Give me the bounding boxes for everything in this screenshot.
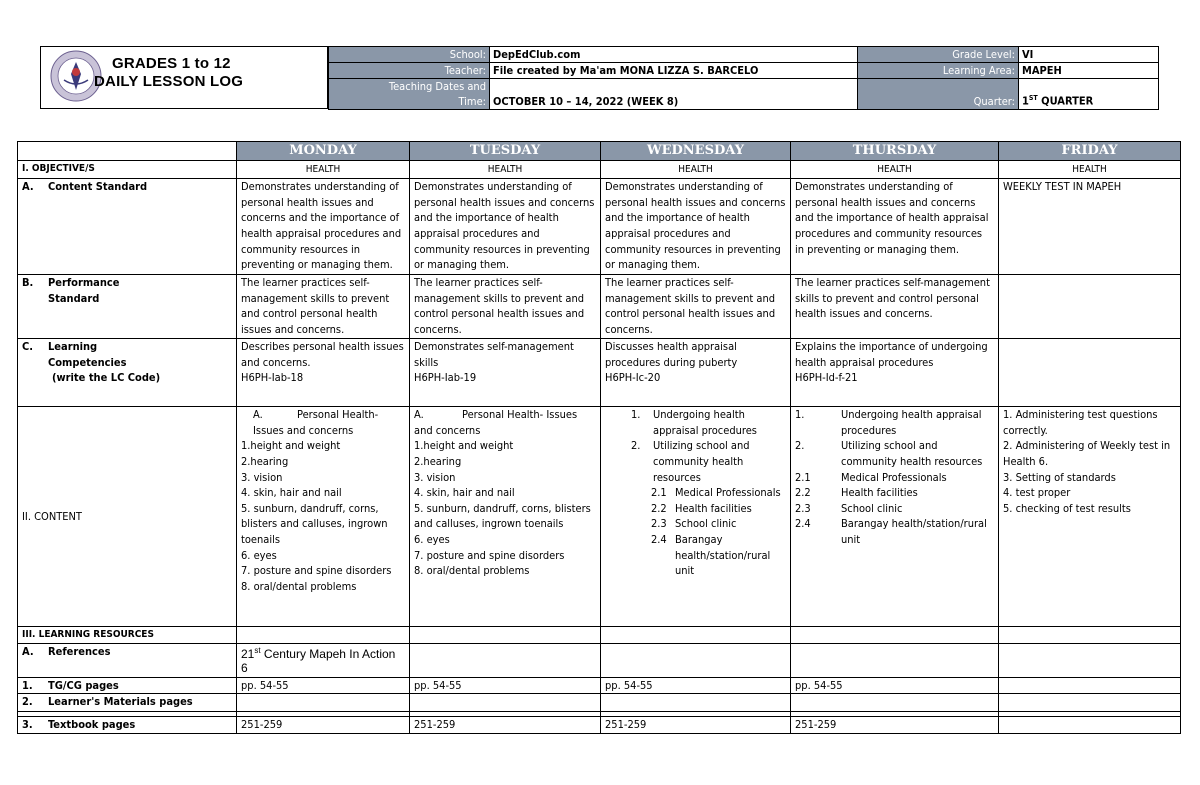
content-heading: II. CONTENT bbox=[18, 407, 237, 627]
tg-pages-friday bbox=[999, 677, 1181, 694]
content-standard-tuesday: Demonstrates understanding of personal health issues and concerns and the importance of health appraisal procedures and community resources in preventing or managing them. bbox=[410, 179, 601, 275]
textbook-pages-monday: 251-259 bbox=[237, 717, 410, 734]
content-standard-friday: WEEKLY TEST IN MAPEH bbox=[999, 179, 1181, 275]
subject-thursday: HEALTH bbox=[791, 160, 999, 179]
quarter-label: Quarter: bbox=[858, 79, 1019, 110]
textbook-pages-tuesday: 251-259 bbox=[410, 717, 601, 734]
subject-friday: HEALTH bbox=[999, 160, 1181, 179]
header-info-table bbox=[328, 46, 1159, 110]
references-thursday bbox=[791, 643, 999, 677]
day-header-thursday: THURSDAY bbox=[791, 142, 999, 161]
references-tuesday bbox=[410, 643, 601, 677]
content-standard-monday: Demonstrates understanding of personal health issues and concerns and the importance of health appraisal procedures and community resources in preventing or managing them. bbox=[237, 179, 410, 275]
content-friday: 1. Administering test questions correctly. 2. Administering of Weekly test in Health 6. 3. Setting of standards 4. test proper 5. checking of test results bbox=[999, 407, 1181, 627]
subject-wednesday: HEALTH bbox=[601, 160, 791, 179]
tg-pages-monday: pp. 54-55 bbox=[237, 677, 410, 694]
learning-competencies-label: C. Learning Competencies (write the LC Code) bbox=[18, 339, 237, 407]
performance-standard-monday: The learner practices self-management skills to prevent and control personal health issues and concerns. bbox=[237, 275, 410, 339]
day-header-monday: MONDAY bbox=[237, 142, 410, 161]
learning-resources-heading: III. LEARNING RESOURCES bbox=[18, 627, 237, 644]
learning-competency-monday: Describes personal health issues and concerns. H6PH-Iab-18 bbox=[237, 339, 410, 407]
quarter-value: 1ST QUARTER bbox=[1019, 79, 1159, 110]
teacher-label: Teacher: bbox=[329, 63, 490, 79]
day-header-wednesday: WEDNESDAY bbox=[601, 142, 791, 161]
textbook-pages-wednesday: 251-259 bbox=[601, 717, 791, 734]
tg-pages-label: 1. TG/CG pages bbox=[18, 677, 237, 694]
learning-area-label: Learning Area: bbox=[858, 63, 1019, 79]
references-wednesday bbox=[601, 643, 791, 677]
teacher-value: File created by Ma'am MONA LIZZA S. BARCELO bbox=[490, 63, 858, 79]
performance-standard-wednesday: The learner practices self-management skills to prevent and control personal health issues and concerns. bbox=[601, 275, 791, 339]
content-thursday: 1. Undergoing health appraisal procedures 2. Utilizing school and community health resources 2.1 Medical Professionals 2.2 Health facilities 2.3 School clinic 2.4 Barangay health/station/rural unit bbox=[791, 407, 999, 627]
school-value: DepEdClub.com bbox=[490, 47, 858, 63]
grade-level-label: Grade Level: bbox=[858, 47, 1019, 63]
content-monday: A. Personal Health- Issues and concerns 1.height and weight 2.hearing 3. vision 4. skin, hair and nail 5. sunburn, dandruff, corns, blisters and calluses, ingrown toenails 6. eyes 7. posture and spine disorders 8. oral/dental problems bbox=[237, 407, 410, 627]
tg-pages-tuesday: pp. 54-55 bbox=[410, 677, 601, 694]
learning-competency-wednesday: Discusses health appraisal procedures during puberty H6PH-Ic-20 bbox=[601, 339, 791, 407]
lesson-log-table bbox=[17, 141, 1181, 734]
content-tuesday: A. Personal Health- Issues and concerns 1.height and weight 2.hearing 3. vision 4. skin, hair and nail 5. sunburn, dandruff, corns, blisters and calluses, ingrown toenails 6. eyes 7. posture and spine disorders 8. oral/dental problems bbox=[410, 407, 601, 627]
day-header-friday: FRIDAY bbox=[999, 142, 1181, 161]
subject-tuesday: HEALTH bbox=[410, 160, 601, 179]
references-friday bbox=[999, 643, 1181, 677]
performance-standard-label: B. Performance Standard bbox=[18, 275, 237, 339]
school-label: School: bbox=[329, 47, 490, 63]
performance-standard-thursday: The learner practices self-management skills to prevent and control personal health issues and concerns. bbox=[791, 275, 999, 339]
learning-area-value: MAPEH bbox=[1019, 63, 1159, 79]
header-title-line2: DAILY LESSON LOG bbox=[94, 73, 244, 90]
content-standard-thursday: Demonstrates understanding of personal health issues and concerns and the importance of health appraisal procedures and community resources in preventing or managing them. bbox=[791, 179, 999, 275]
references-label: A. References bbox=[18, 643, 237, 677]
performance-standard-tuesday: The learner practices self-management skills to prevent and control personal health issues and concerns. bbox=[410, 275, 601, 339]
tg-pages-wednesday: pp. 54-55 bbox=[601, 677, 791, 694]
header-title-line1: GRADES 1 to 12 bbox=[112, 55, 231, 72]
textbook-pages-label: 3. Textbook pages bbox=[18, 717, 237, 734]
tg-pages-thursday: pp. 54-55 bbox=[791, 677, 999, 694]
content-wednesday: 1. Undergoing health appraisal procedures 2. Utilizing school and community health resources 2.1 Medical Professionals 2.2 Health facilities 2.3 School clinic 2.4 Barangay health/station/rural unit bbox=[601, 407, 791, 627]
teaching-dates-value: OCTOBER 10 – 14, 2022 (WEEK 8) bbox=[490, 79, 858, 110]
learning-competency-thursday: Explains the importance of undergoing health appraisal procedures H6PH-Id-f-21 bbox=[791, 339, 999, 407]
performance-standard-friday bbox=[999, 275, 1181, 339]
grade-level-value: VI bbox=[1019, 47, 1159, 63]
day-header-tuesday: TUESDAY bbox=[410, 142, 601, 161]
learning-competency-tuesday: Demonstrates self-management skills H6PH-Iab-19 bbox=[410, 339, 601, 407]
references-monday: 21st Century Mapeh In Action 6 bbox=[237, 643, 410, 677]
textbook-pages-thursday: 251-259 bbox=[791, 717, 999, 734]
content-standard-label: A. Content Standard bbox=[18, 179, 237, 275]
objectives-heading: I. OBJECTIVE/S bbox=[18, 160, 237, 179]
learning-competency-friday bbox=[999, 339, 1181, 407]
teaching-dates-label: Teaching Dates and Time: bbox=[329, 79, 490, 110]
textbook-pages-friday bbox=[999, 717, 1181, 734]
corner-cell bbox=[18, 142, 237, 161]
subject-monday: HEALTH bbox=[237, 160, 410, 179]
content-standard-wednesday: Demonstrates understanding of personal health issues and concerns and the importance of health appraisal procedures and community resources in preventing or managing them. bbox=[601, 179, 791, 275]
lm-pages-label: 2. Learner's Materials pages bbox=[18, 694, 237, 712]
